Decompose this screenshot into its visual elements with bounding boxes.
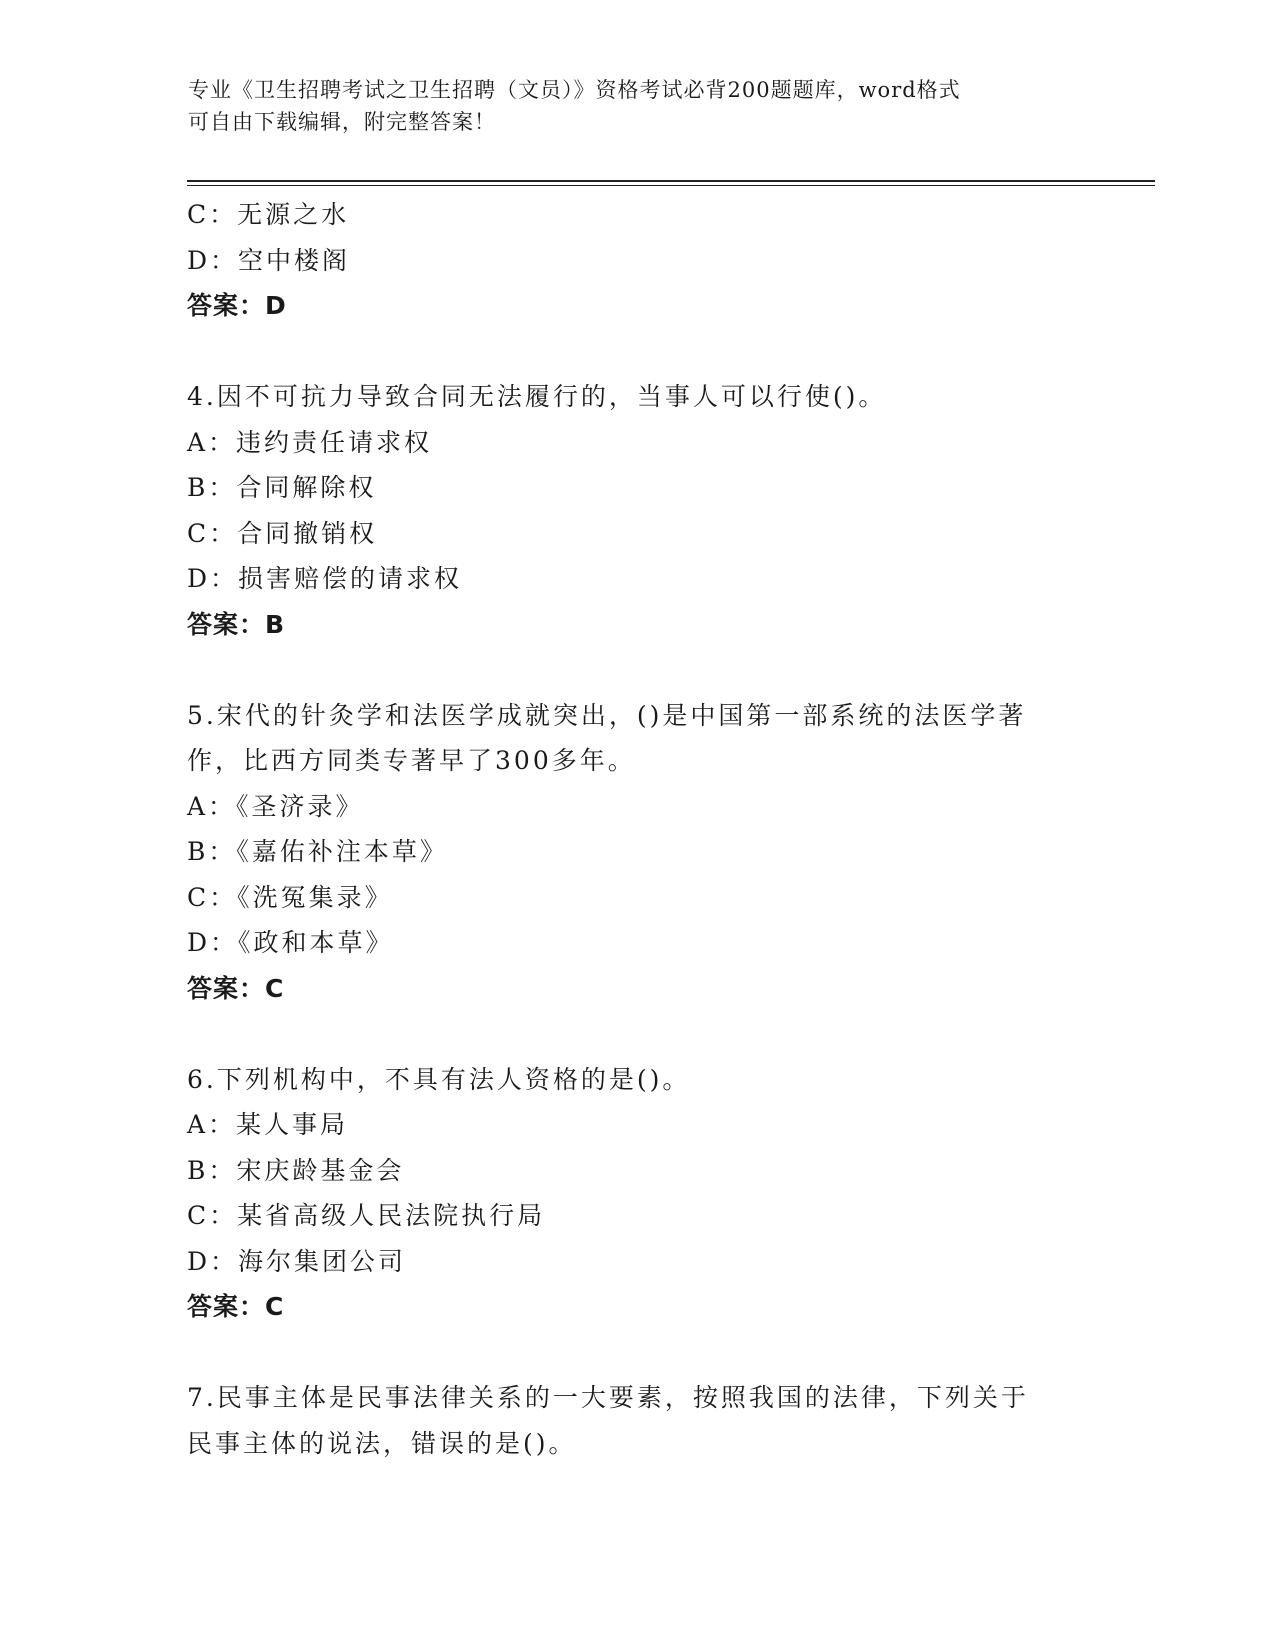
question-stem: 6.下列机构中，不具有法人资格的是()。 <box>187 1064 691 1094</box>
answer-line: 答案：D <box>187 291 287 320</box>
option-d: D：损害赔偿的请求权 <box>187 564 463 593</box>
question-stem-line-1: 5.宋代的针灸学和法医学成就突出，()是中国第一部系统的法医学著 <box>187 700 1027 730</box>
header-line-1: 专业《卫生招聘考试之卫生招聘（文员）》资格考试必背200题题库，word格式 <box>188 78 961 102</box>
question-6 <box>187 1057 1087 1330</box>
answer-line: 答案：C <box>187 1292 285 1321</box>
option-a: A：《圣济录》 <box>187 791 364 821</box>
option-c: C：合同撤销权 <box>187 518 378 548</box>
question-stem-line-1: 7.民事主体是民事法律关系的一大要素，按照我国的法律，下列关于 <box>187 1383 1029 1412</box>
question-4 <box>187 374 1087 647</box>
question-5 <box>187 693 1087 1012</box>
option-d: D：海尔集团公司 <box>187 1246 407 1276</box>
question-7 <box>187 1375 1087 1466</box>
question-list <box>187 192 1087 1466</box>
option-b: B：宋庆龄基金会 <box>187 1155 405 1185</box>
answer-line: 答案：B <box>187 609 286 639</box>
answer-line: 答案：C <box>187 973 285 1003</box>
option-d: D：《政和本草》 <box>187 928 394 957</box>
header-line-2: 可自由下载编辑，附完整答案！ <box>188 110 496 134</box>
option-b: B：《嘉佑补注本草》 <box>187 837 448 866</box>
option-b: B：合同解除权 <box>187 473 377 502</box>
question-stem-line-2: 作，比西方同类专著早了300多年。 <box>187 746 636 775</box>
option-a: A：某人事局 <box>187 1110 349 1139</box>
question-stem: 4.因不可抗力导致合同无法履行的，当事人可以行使()。 <box>187 382 887 411</box>
document-header <box>188 74 1068 138</box>
question-stem-line-2: 民事主体的说法，错误的是()。 <box>187 1428 577 1458</box>
header-divider <box>187 180 1155 186</box>
question-3-partial <box>187 192 1087 329</box>
option-c: C：《洗冤集录》 <box>187 882 393 912</box>
option-c: C：某省高级人民法院执行局 <box>187 1201 546 1230</box>
option-a: A：违约责任请求权 <box>187 427 433 457</box>
option-d: D：空中楼阁 <box>187 245 351 275</box>
option-c: C：无源之水 <box>187 200 350 229</box>
